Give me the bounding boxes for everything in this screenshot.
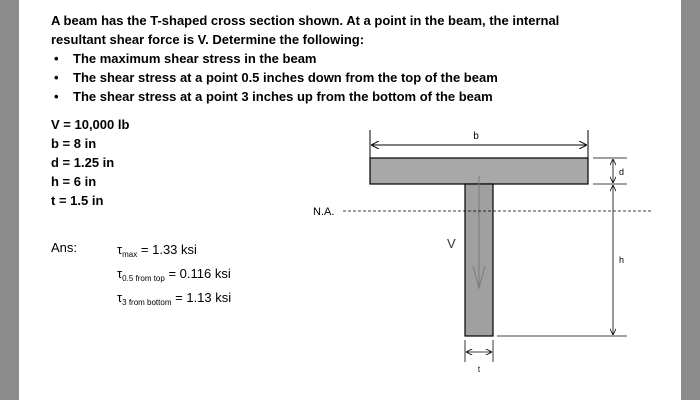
v-label: V <box>447 236 456 251</box>
task-item: • The shear stress at a point 0.5 inches down from the top of the beam <box>54 70 498 85</box>
task-item: • The shear stress at a point 3 inches up from the bottom of the beam <box>54 89 493 104</box>
answer-tau-max: $\tau_{max} = 1.33$ ksi <box>117 242 197 259</box>
answer-tau-top: $\tau_{0.5 from top} = 0.116$ ksi <box>117 266 231 283</box>
b-label: b <box>473 131 479 142</box>
given-web-thickness: t = 1.5 in <box>51 193 104 208</box>
na-label: N.A. <box>313 206 335 218</box>
d-label: d <box>619 167 625 177</box>
given-shear-force: V = 10,000 lb <box>51 117 130 132</box>
t-beam-figure <box>19 0 681 400</box>
bullet-icon: • <box>54 70 59 85</box>
t-label: t <box>477 365 481 374</box>
h-label: h <box>619 255 625 265</box>
task-item: • The maximum shear stress in the beam <box>54 51 317 66</box>
answer-tau-bottom: $\tau_{3 from bottom} = 1.13$ ksi <box>117 290 232 307</box>
problem-line-1: A beam has the T-shaped cross section shown. At a point in the beam, the internal <box>51 13 560 28</box>
answer-label: Ans: <box>51 240 78 255</box>
given-web-height: h = 6 in <box>51 174 97 189</box>
problem-line-2: resultant shear force is V. Determine the following: <box>51 32 365 47</box>
given-flange-width: b = 8 in <box>51 136 97 151</box>
page <box>19 0 681 400</box>
bullet-icon: • <box>54 89 59 104</box>
given-flange-thickness: d = 1.25 in <box>51 155 115 170</box>
bullet-icon: • <box>54 51 59 66</box>
